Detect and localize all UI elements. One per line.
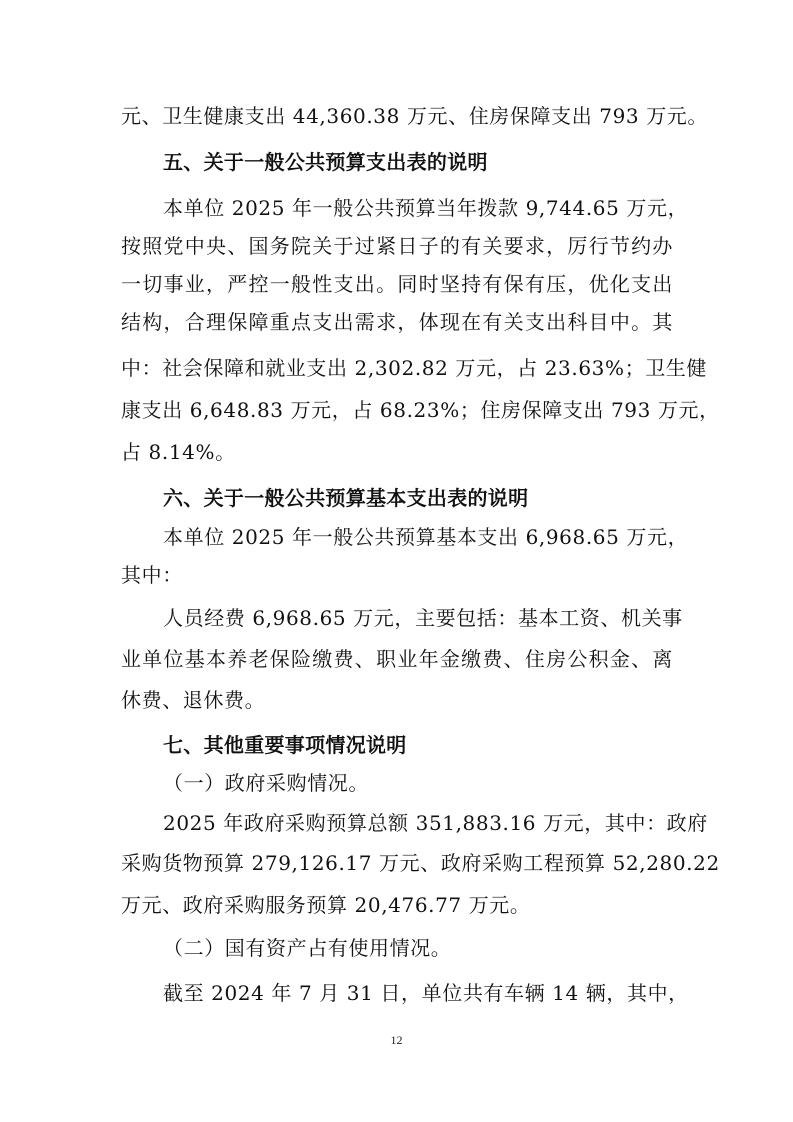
body-text-line: 业单位基本养老保险缴费、职业年金缴费、住房公积金、离 (121, 647, 673, 671)
subsection-heading: （一）政府采购情况。 (163, 771, 369, 795)
subsection-heading: （二）国有资产占有使用情况。 (163, 936, 452, 960)
body-text-line: 万元、政府采购服务预算 20,476.77 万元。 (121, 893, 531, 917)
body-text-line: 占 8.14%。 (121, 440, 236, 464)
body-text-line: 其中： (121, 563, 183, 587)
body-text-line: 2025 年政府采购预算总额 351,883.16 万元，其中：政府 (163, 811, 708, 835)
body-text-line: 休费、退休费。 (121, 688, 266, 712)
body-text-line: 中：社会保障和就业支出 2,302.82 万元，占 23.63%；卫生健 (121, 356, 707, 380)
body-text-line: 康支出 6,648.83 万元，占 68.23%；住房保障支出 793 万元， (121, 398, 720, 422)
body-text-line: 元、卫生健康支出 44,360.38 万元、住房保障支出 793 万元。 (121, 104, 708, 128)
body-text-line: 本单位 2025 年一般公共预算当年拨款 9,744.65 万元， (163, 196, 689, 220)
body-text-line: 结构，合理保障重点支出需求，体现在有关支出科目中。其 (121, 310, 673, 334)
body-text-line: 截至 2024 年 7 月 31 日，单位共有车辆 14 辆，其中， (163, 981, 689, 1005)
section-heading: 七、其他重要事项情况说明 (163, 733, 407, 757)
body-text-line: 人员经费 6,968.65 万元，主要包括：基本工资、机关事 (163, 606, 683, 630)
section-heading: 五、关于一般公共预算支出表的说明 (163, 150, 488, 174)
section-heading: 六、关于一般公共预算基本支出表的说明 (163, 486, 529, 510)
body-text-line: 采购货物预算 279,126.17 万元、政府采购工程预算 52,280.22 (121, 851, 720, 875)
body-text-line: 按照党中央、国务院关于过紧日子的有关要求，厉行节约办 (121, 234, 673, 258)
body-text-line: 本单位 2025 年一般公共预算基本支出 6,968.65 万元， (163, 525, 689, 549)
page-number: 12 (390, 1033, 403, 1047)
body-text-line: 一切事业，严控一般性支出。同时坚持有保有压，优化支出 (121, 272, 673, 296)
